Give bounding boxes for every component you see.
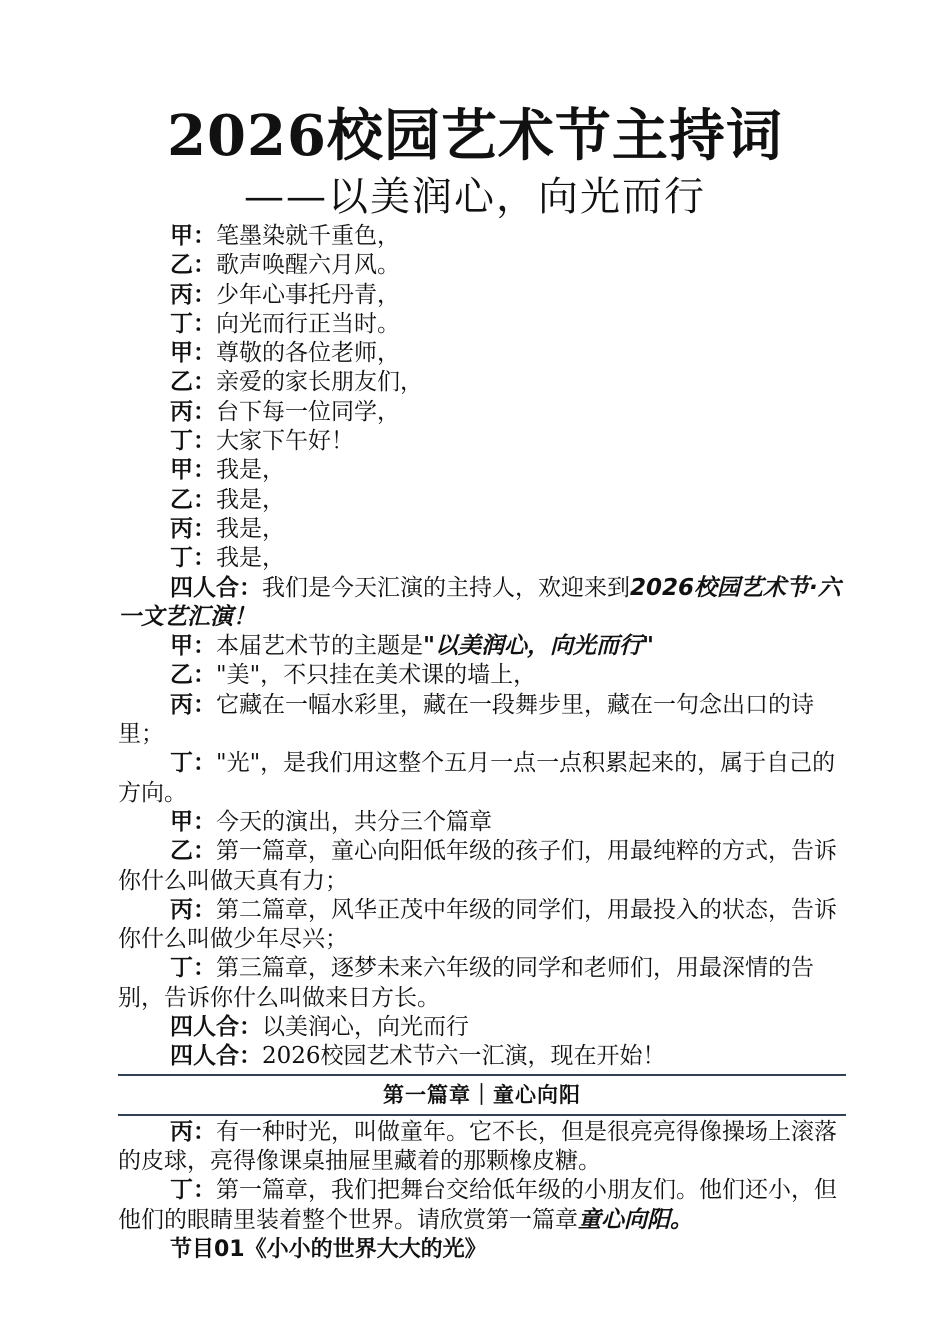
line-text: 向光而行正当时。 xyxy=(216,310,400,337)
line-text: 它藏在一幅水彩里，藏在一段舞步里，藏在一句念出口的诗里； xyxy=(118,691,814,748)
speaker-label: 丁： xyxy=(170,1177,216,1204)
speaker-label: 丁： xyxy=(170,545,216,572)
line-text: 少年心事托丹青， xyxy=(216,281,400,308)
speaker-label: 乙： xyxy=(170,662,216,689)
section-name-emphasis: 童心向阳。 xyxy=(578,1206,693,1233)
speaker-label: 甲： xyxy=(170,808,216,835)
speaker-label: 甲： xyxy=(170,223,216,249)
line-text: 我们是今天汇演的主持人，欢迎来到 xyxy=(262,574,630,601)
script-line xyxy=(118,251,846,280)
speaker-label: 乙： xyxy=(170,486,216,513)
line-text: 歌声唤醒六月风。 xyxy=(216,252,400,279)
document-title: 2026校园艺术节主持词 xyxy=(167,103,783,169)
script-line xyxy=(118,808,846,837)
script-line xyxy=(118,691,846,750)
section-heading: 第一篇章｜童心向阳 xyxy=(118,1074,846,1116)
script-line xyxy=(118,515,846,544)
line-text: 2026校园艺术节六一汇演，现在开始！ xyxy=(262,1043,666,1070)
script-line xyxy=(118,749,846,808)
speaker-label: 四人合： xyxy=(170,1043,262,1070)
script-line xyxy=(118,954,846,1013)
line-text: 第二篇章，风华正茂中年级的同学们，用最投入的状态，告诉你什么叫做少年尽兴； xyxy=(118,896,837,953)
line-text: "美"，不只挂在美术课的墙上， xyxy=(216,662,537,689)
line-text: "光"，是我们用这整个五月一点一点积累起来的，属于自己的方向。 xyxy=(118,750,836,806)
speaker-label: 四人合： xyxy=(170,1014,262,1041)
line-text: 以美润心，向光而行 xyxy=(262,1014,469,1041)
speaker-label: 丙： xyxy=(170,896,216,923)
line-text: 今天的演出，共分三个篇章 xyxy=(216,808,492,835)
line-text: 我是， xyxy=(216,457,285,484)
script-line xyxy=(118,837,846,896)
speaker-label: 四人合： xyxy=(170,574,262,601)
script-line-joint-intro xyxy=(118,574,846,633)
script-line xyxy=(118,427,846,456)
line-text: 大家下午好！ xyxy=(216,428,354,455)
speaker-label: 丙： xyxy=(170,691,216,718)
speaker-label: 甲： xyxy=(170,457,216,484)
speaker-label: 丙： xyxy=(170,515,216,542)
script-line xyxy=(118,310,846,339)
line-text: 笔墨染就千重色， xyxy=(216,223,400,249)
line-text: 第一篇章，童心向阳低年级的孩子们，用最纯粹的方式，告诉你什么叫做天真有力； xyxy=(118,838,837,894)
script-line xyxy=(118,1013,846,1042)
event-name-emphasis: 2026校园艺术节·六一文艺汇演！ xyxy=(118,574,841,630)
script-line xyxy=(118,398,846,427)
speaker-label: 丙： xyxy=(170,281,216,308)
script-line xyxy=(118,661,846,690)
speaker-label: 丙： xyxy=(170,398,216,425)
script-line xyxy=(118,544,846,573)
script-line xyxy=(118,456,846,485)
line-text: 尊敬的各位老师， xyxy=(216,340,400,367)
script-body xyxy=(118,222,846,1264)
speaker-label: 丁： xyxy=(170,310,216,337)
speaker-label: 丁： xyxy=(170,955,216,982)
speaker-label: 乙： xyxy=(170,369,216,396)
program-title: 节目01《小小的世界大大的光》 xyxy=(170,1236,487,1262)
line-text: 第一篇章，我们把舞台交给低年级的小朋友们。他们还小，但他们的眼睛里装着整个世界。请欣赏第一篇章 xyxy=(118,1177,837,1233)
speaker-label: 丙： xyxy=(170,1118,216,1145)
speaker-label: 乙： xyxy=(170,252,216,279)
script-line xyxy=(118,1042,846,1071)
speaker-label: 甲： xyxy=(170,340,216,367)
script-line xyxy=(118,281,846,310)
theme-emphasis: "以美润心，向光而行" xyxy=(423,633,654,660)
speaker-label: 乙： xyxy=(170,838,216,865)
line-text: 台下每一位同学， xyxy=(216,398,400,425)
script-line xyxy=(118,1118,846,1177)
line-text: 有一种时光，叫做童年。它不长，但是很亮亮得像操场上滚落的皮球，亮得像课桌抽屉里藏着的那颗橡皮糖。 xyxy=(118,1118,837,1174)
script-line xyxy=(118,368,846,397)
speaker-label: 丁： xyxy=(170,428,216,455)
line-text: 本届艺术节的主题是 xyxy=(216,633,423,660)
script-line xyxy=(118,896,846,955)
line-text: 亲爱的家长朋友们， xyxy=(216,369,423,396)
speaker-label: 甲： xyxy=(170,633,216,660)
script-line xyxy=(118,339,846,368)
script-line-theme xyxy=(118,632,846,661)
line-text: 我是， xyxy=(216,515,285,542)
script-line-section-intro xyxy=(118,1176,846,1235)
script-line xyxy=(118,222,846,251)
script-line xyxy=(118,486,846,515)
line-text: 我是， xyxy=(216,486,285,513)
line-text: 第三篇章，逐梦未来六年级的同学和老师们，用最深情的告别，告诉你什么叫做来日方长。 xyxy=(118,955,814,1011)
document-subtitle: ——以美润心，向光而行 xyxy=(244,174,706,220)
speaker-label: 丁： xyxy=(170,750,216,777)
line-text: 我是， xyxy=(216,545,285,572)
